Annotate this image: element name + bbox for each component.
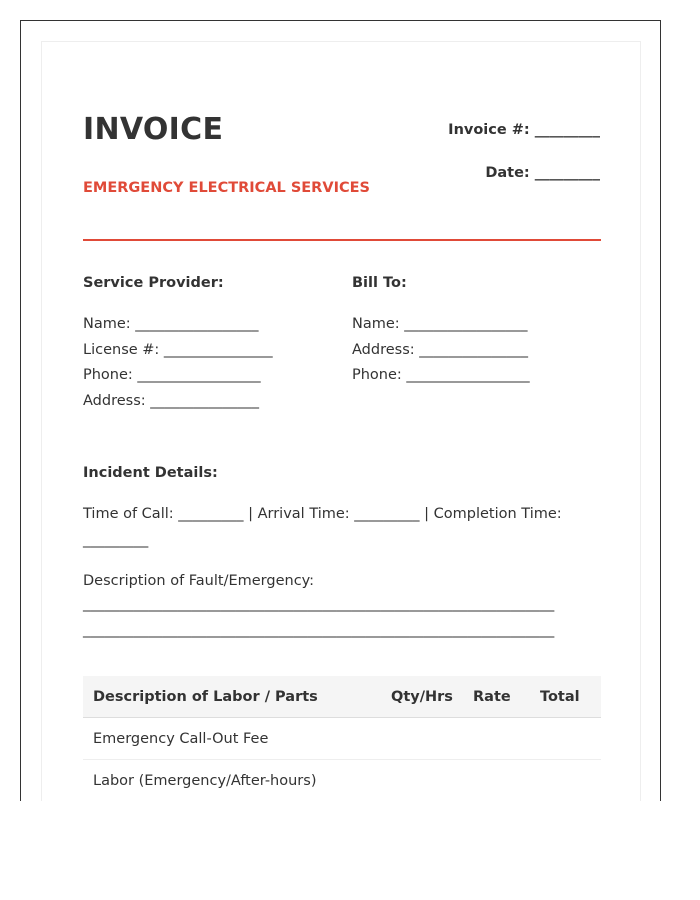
incident-times-line-cont: _________ <box>83 532 149 548</box>
provider-phone-field: Phone: _________________ <box>83 367 261 383</box>
line-items-table <box>83 676 601 801</box>
invoice-number-field: Invoice #: _________ <box>448 122 600 138</box>
table-row <box>83 718 601 760</box>
service-provider-heading: Service Provider: <box>83 275 224 291</box>
item-rate <box>463 760 530 802</box>
provider-address-field: Address: _______________ <box>83 393 259 409</box>
column-header-description: Description of Labor / Parts <box>83 676 381 718</box>
column-header-rate: Rate <box>463 676 530 718</box>
incident-times-line: Time of Call: _________ | Arrival Time: _________ | Completion Time: <box>83 506 562 522</box>
company-subtitle: EMERGENCY ELECTRICAL SERVICES <box>83 180 370 196</box>
billto-name-field: Name: _________________ <box>352 316 528 332</box>
billto-phone-field: Phone: _________________ <box>352 367 530 383</box>
invoice-title: INVOICE <box>83 112 224 147</box>
incident-heading: Incident Details: <box>83 465 218 481</box>
table-row <box>83 760 601 802</box>
column-header-total: Total <box>530 676 601 718</box>
fault-description-line: _________________________________________________________________ <box>83 596 555 612</box>
item-qty <box>381 760 463 802</box>
accent-divider <box>83 239 601 241</box>
provider-name-field: Name: _________________ <box>83 316 259 332</box>
table-header-row <box>83 676 601 718</box>
fault-description-label: Description of Fault/Emergency: <box>83 573 315 589</box>
fault-description-line: _________________________________________________________________ <box>83 622 555 638</box>
provider-license-field: License #: _______________ <box>83 342 273 358</box>
page-frame <box>20 20 661 801</box>
invoice-date-field: Date: _________ <box>485 165 600 181</box>
item-description: Labor (Emergency/After-hours) <box>83 760 381 802</box>
item-qty <box>381 718 463 760</box>
item-total <box>530 718 601 760</box>
billto-address-field: Address: _______________ <box>352 342 528 358</box>
column-header-qty: Qty/Hrs <box>381 676 463 718</box>
item-rate <box>463 718 530 760</box>
bill-to-heading: Bill To: <box>352 275 407 291</box>
item-description: Emergency Call-Out Fee <box>83 718 381 760</box>
invoice-sheet <box>41 41 641 801</box>
item-total <box>530 760 601 802</box>
